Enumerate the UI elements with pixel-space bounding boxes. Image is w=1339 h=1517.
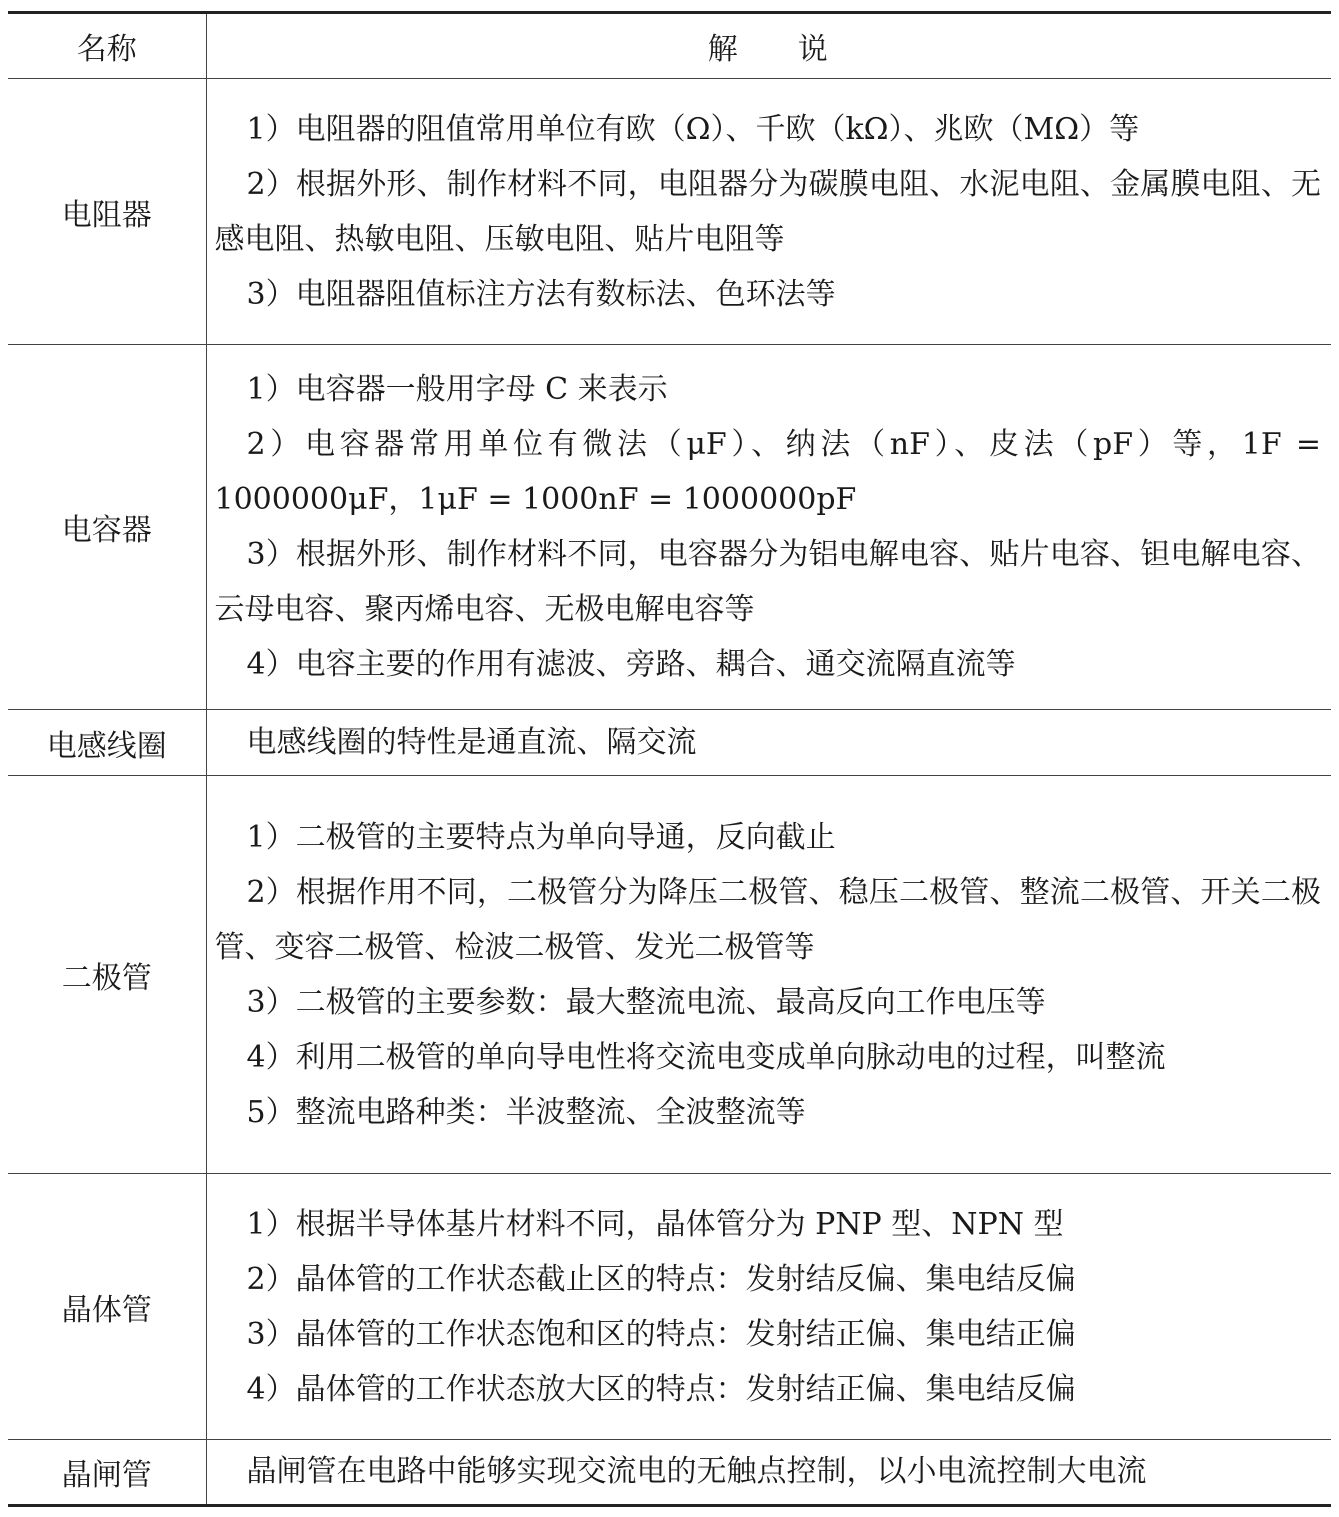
component-description [206,79,1331,345]
component-name: 电阻器 [8,79,206,345]
description-line: 2）根据外形、制作材料不同，电阻器分为碳膜电阻、水泥电阻、金属膜电阻、无感电阻、热敏电阻、压敏电阻、贴片电阻等 [214,166,1321,257]
table-header-row [8,13,1331,79]
description-line: 1）电阻器的阻值常用单位有欧（Ω）、千欧（kΩ）、兆欧（MΩ）等 [246,111,1140,147]
description-line: 4）利用二极管的单向导电性将交流电变成单向脉动电的过程，叫整流 [246,1039,1166,1075]
description-line: 电感线圈的特性是通直流、隔交流 [246,724,697,760]
table-row [8,1440,1331,1506]
table-row [8,79,1331,345]
header-name-cell: 名称 [8,13,206,79]
description-line: 2）电容器常用单位有微法（μF）、纳法（nF）、皮法（pF）等，1F = 1000000μF，1μF = 1000nF = 1000000pF [214,427,1321,517]
description-line: 3）根据外形、制作材料不同，电容器分为铝电解电容、贴片电容、钽电解电容、云母电容、聚丙烯电容、无极电解电容等 [214,537,1321,627]
component-table [8,11,1331,1507]
description-line: 4）晶体管的工作状态放大区的特点：发射结正偏、集电结反偏 [246,1371,1076,1407]
description-line: 5）整流电路种类：半波整流、全波整流等 [246,1094,806,1130]
component-name: 电容器 [8,345,206,710]
header-desc-cell: 解 说 [206,13,1331,79]
table-row [8,345,1331,710]
component-description [206,776,1331,1174]
description-line: 3）二极管的主要参数：最大整流电流、最高反向工作电压等 [246,984,1046,1020]
component-description [206,345,1331,710]
table-row [8,710,1331,776]
component-name: 二极管 [8,776,206,1174]
component-description [206,710,1331,776]
description-line: 1）二极管的主要特点为单向导通，反向截止 [246,819,836,855]
description-line: 晶闸管在电路中能够实现交流电的无触点控制，以小电流控制大电流 [246,1454,1147,1489]
description-line: 4）电容主要的作用有滤波、旁路、耦合、通交流隔直流等 [246,647,1016,682]
description-line: 1）电容器一般用字母 C 来表示 [246,372,668,407]
component-description [206,1174,1331,1440]
description-line: 2）根据作用不同，二极管分为降压二极管、稳压二极管、整流二极管、开关二极管、变容二极管、检波二极管、发光二极管等 [214,874,1321,965]
description-line: 3）电阻器阻值标注方法有数标法、色环法等 [246,276,836,312]
component-description [206,1440,1331,1506]
table-row [8,1174,1331,1440]
component-name: 晶闸管 [8,1440,206,1506]
description-line: 3）晶体管的工作状态饱和区的特点：发射结正偏、集电结正偏 [246,1316,1076,1352]
description-line: 2）晶体管的工作状态截止区的特点：发射结反偏、集电结反偏 [246,1261,1076,1297]
table-row [8,776,1331,1174]
component-name: 晶体管 [8,1174,206,1440]
component-name: 电感线圈 [8,710,206,776]
description-line: 1）根据半导体基片材料不同，晶体管分为 PNP 型、NPN 型 [246,1206,1064,1242]
